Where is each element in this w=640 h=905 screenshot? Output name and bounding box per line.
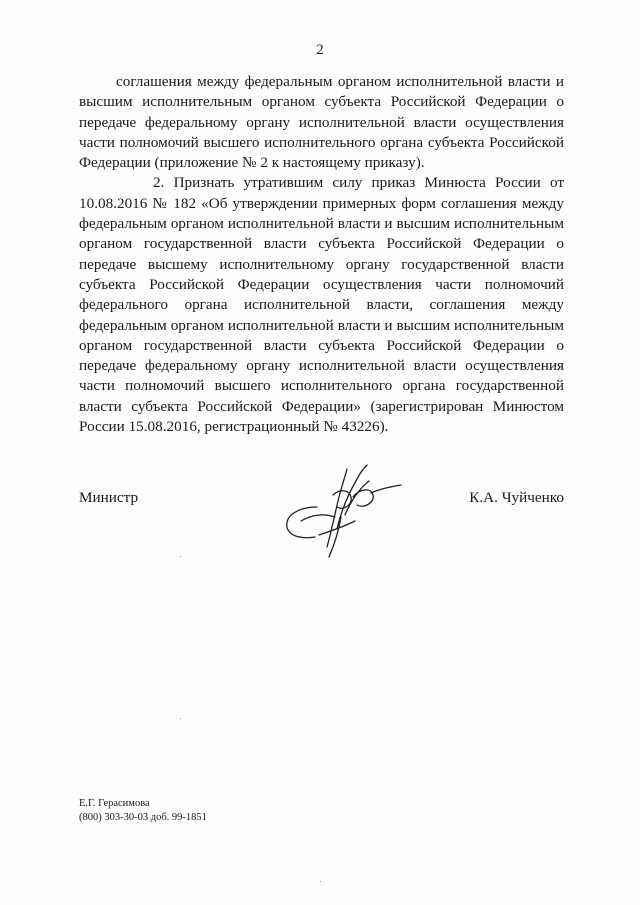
paragraph-continuation xyxy=(79,72,564,173)
signer-title: Министр xyxy=(79,489,139,506)
executor-phone: (800) 303-30-03 доб. 99-1851 xyxy=(79,812,207,823)
executor-info xyxy=(79,797,207,825)
document-body xyxy=(79,72,564,437)
scan-speck xyxy=(180,556,181,557)
paragraph-number: 2. xyxy=(153,174,165,192)
paragraph-text: соглашения между федеральным органом исполнительной власти и высшим исполнительным органом субъекта Российской Федерации о передаче федеральному органу исполнительной власти осуществления части полномочий высшего исполнительного органа субъекта Российской Федерации (приложение № 2 к настоящему приказу). xyxy=(79,73,564,172)
paragraph-text: Признать утратившим силу приказ Минюста России от 10.08.2016 № 182 «Об утверждении примерных форм соглашения между федеральным органом исполнительной власти и высшим исполнительным органом государственной власти субъекта Российской Федерации о передаче высшему исполнительному органу государственной власти субъекта Российской Федерации осуществления части полномочий федерального органа исполнительной власти, соглашения между федеральным органом исполнительной власти и высшим исполнительным органом государственной власти субъекта Российской Федерации о передаче федеральному органу исполнительной власти осуществления части полномочий высшего исполнительного органа государственной власти субъекта Российской Федерации» (зарегистрирован Минюстом России 15.08.2016, регистрационный № 43226). xyxy=(79,174,565,436)
page-number: 2 xyxy=(316,42,324,58)
executor-name: Е.Г. Герасимова xyxy=(79,798,150,809)
signature-block xyxy=(79,485,564,545)
signer-name: К.А. Чуйченко xyxy=(469,489,564,506)
paragraph-item-2 xyxy=(79,173,564,437)
scan-speck xyxy=(180,718,181,719)
scan-speck xyxy=(320,881,321,882)
handwritten-signature xyxy=(279,455,409,565)
